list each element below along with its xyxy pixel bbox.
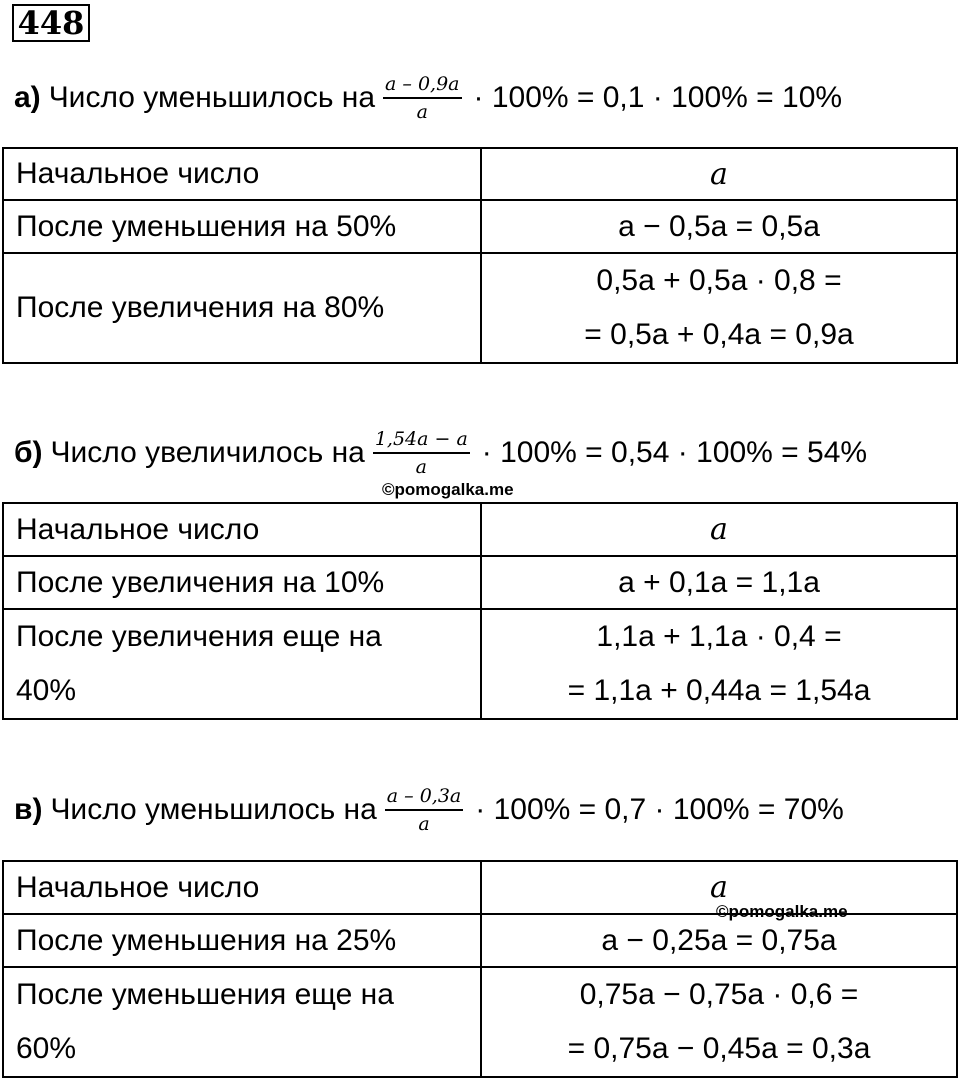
- section-text: Число уменьшилось на: [50, 793, 377, 826]
- row-value: a − 0,25a = 0,75a: [481, 914, 957, 967]
- table-row: [3, 200, 957, 253]
- fraction-denominator: a: [415, 456, 427, 478]
- row-label: Начальное число: [3, 503, 481, 556]
- watermark: ©pomogalka.me: [382, 480, 514, 499]
- fraction-numerator: a – 0,9a: [383, 73, 461, 99]
- label-line: 60%: [16, 1032, 77, 1065]
- label-line: После уменьшения еще на: [16, 978, 394, 1011]
- row-value: [481, 967, 957, 1077]
- value-line: = 1,1a + 0,44a = 1,54a: [567, 674, 871, 707]
- table-c: [2, 860, 958, 1078]
- formula-result: · 100% = 0,7 · 100% = 70%: [475, 793, 844, 826]
- value-line: 0,5a + 0,5a · 0,8 =: [596, 264, 842, 297]
- row-label: После уменьшения на 50%: [3, 200, 481, 253]
- section-a-heading: [14, 68, 842, 128]
- label-line: 40%: [16, 674, 77, 707]
- value-line: = 0,75a − 0,45a = 0,3a: [567, 1032, 871, 1065]
- fraction-denominator: a: [416, 101, 428, 123]
- section-label: в): [14, 793, 43, 826]
- formula-result: · 100% = 0,1 · 100% = 10%: [473, 81, 843, 114]
- fraction-denominator: a: [418, 813, 430, 835]
- section-c-heading: [14, 780, 844, 840]
- fraction-numerator: 1,54a − a: [373, 428, 470, 454]
- table-row: [3, 253, 957, 363]
- table-row: [3, 967, 957, 1077]
- row-value: a: [481, 148, 957, 200]
- problem-number: 448: [12, 4, 90, 42]
- value-line: 0,75a − 0,75a · 0,6 =: [579, 978, 859, 1011]
- section-b-heading: [14, 423, 867, 483]
- section-label: а): [14, 81, 41, 114]
- formula-result: · 100% = 0,54 · 100% = 54%: [481, 436, 868, 469]
- table-b: [2, 502, 958, 720]
- row-value: a: [481, 861, 957, 914]
- row-label: Начальное число: [3, 861, 481, 914]
- value-line: = 0,5a + 0,4a = 0,9a: [584, 318, 854, 351]
- section-text: Число увеличилось на: [50, 436, 365, 469]
- fraction: [385, 785, 463, 835]
- section-text: Число уменьшилось на: [48, 81, 376, 114]
- row-label: [3, 609, 481, 719]
- row-label: [3, 967, 481, 1077]
- row-value: a: [481, 503, 957, 556]
- table-row: [3, 556, 957, 609]
- row-value: a − 0,5a = 0,5a: [481, 200, 957, 253]
- table-a: [2, 147, 958, 364]
- table-row: [3, 503, 957, 556]
- table-row: [3, 148, 957, 200]
- row-label: После увеличения на 10%: [3, 556, 481, 609]
- row-label: После уменьшения на 25%: [3, 914, 481, 967]
- row-label: Начальное число: [3, 148, 481, 200]
- row-value: [481, 609, 957, 719]
- fraction-numerator: a – 0,3a: [385, 785, 463, 811]
- fraction: [373, 428, 470, 478]
- row-value: [481, 253, 957, 363]
- section-label: б): [14, 436, 43, 469]
- table-row: [3, 609, 957, 719]
- row-value: a + 0,1a = 1,1a: [481, 556, 957, 609]
- fraction: [383, 73, 461, 123]
- value-line: 1,1a + 1,1a · 0,4 =: [596, 620, 842, 653]
- watermark: ©pomogalka.me: [716, 902, 848, 921]
- label-line: После увеличения еще на: [16, 620, 382, 653]
- row-label: После увеличения на 80%: [3, 253, 481, 363]
